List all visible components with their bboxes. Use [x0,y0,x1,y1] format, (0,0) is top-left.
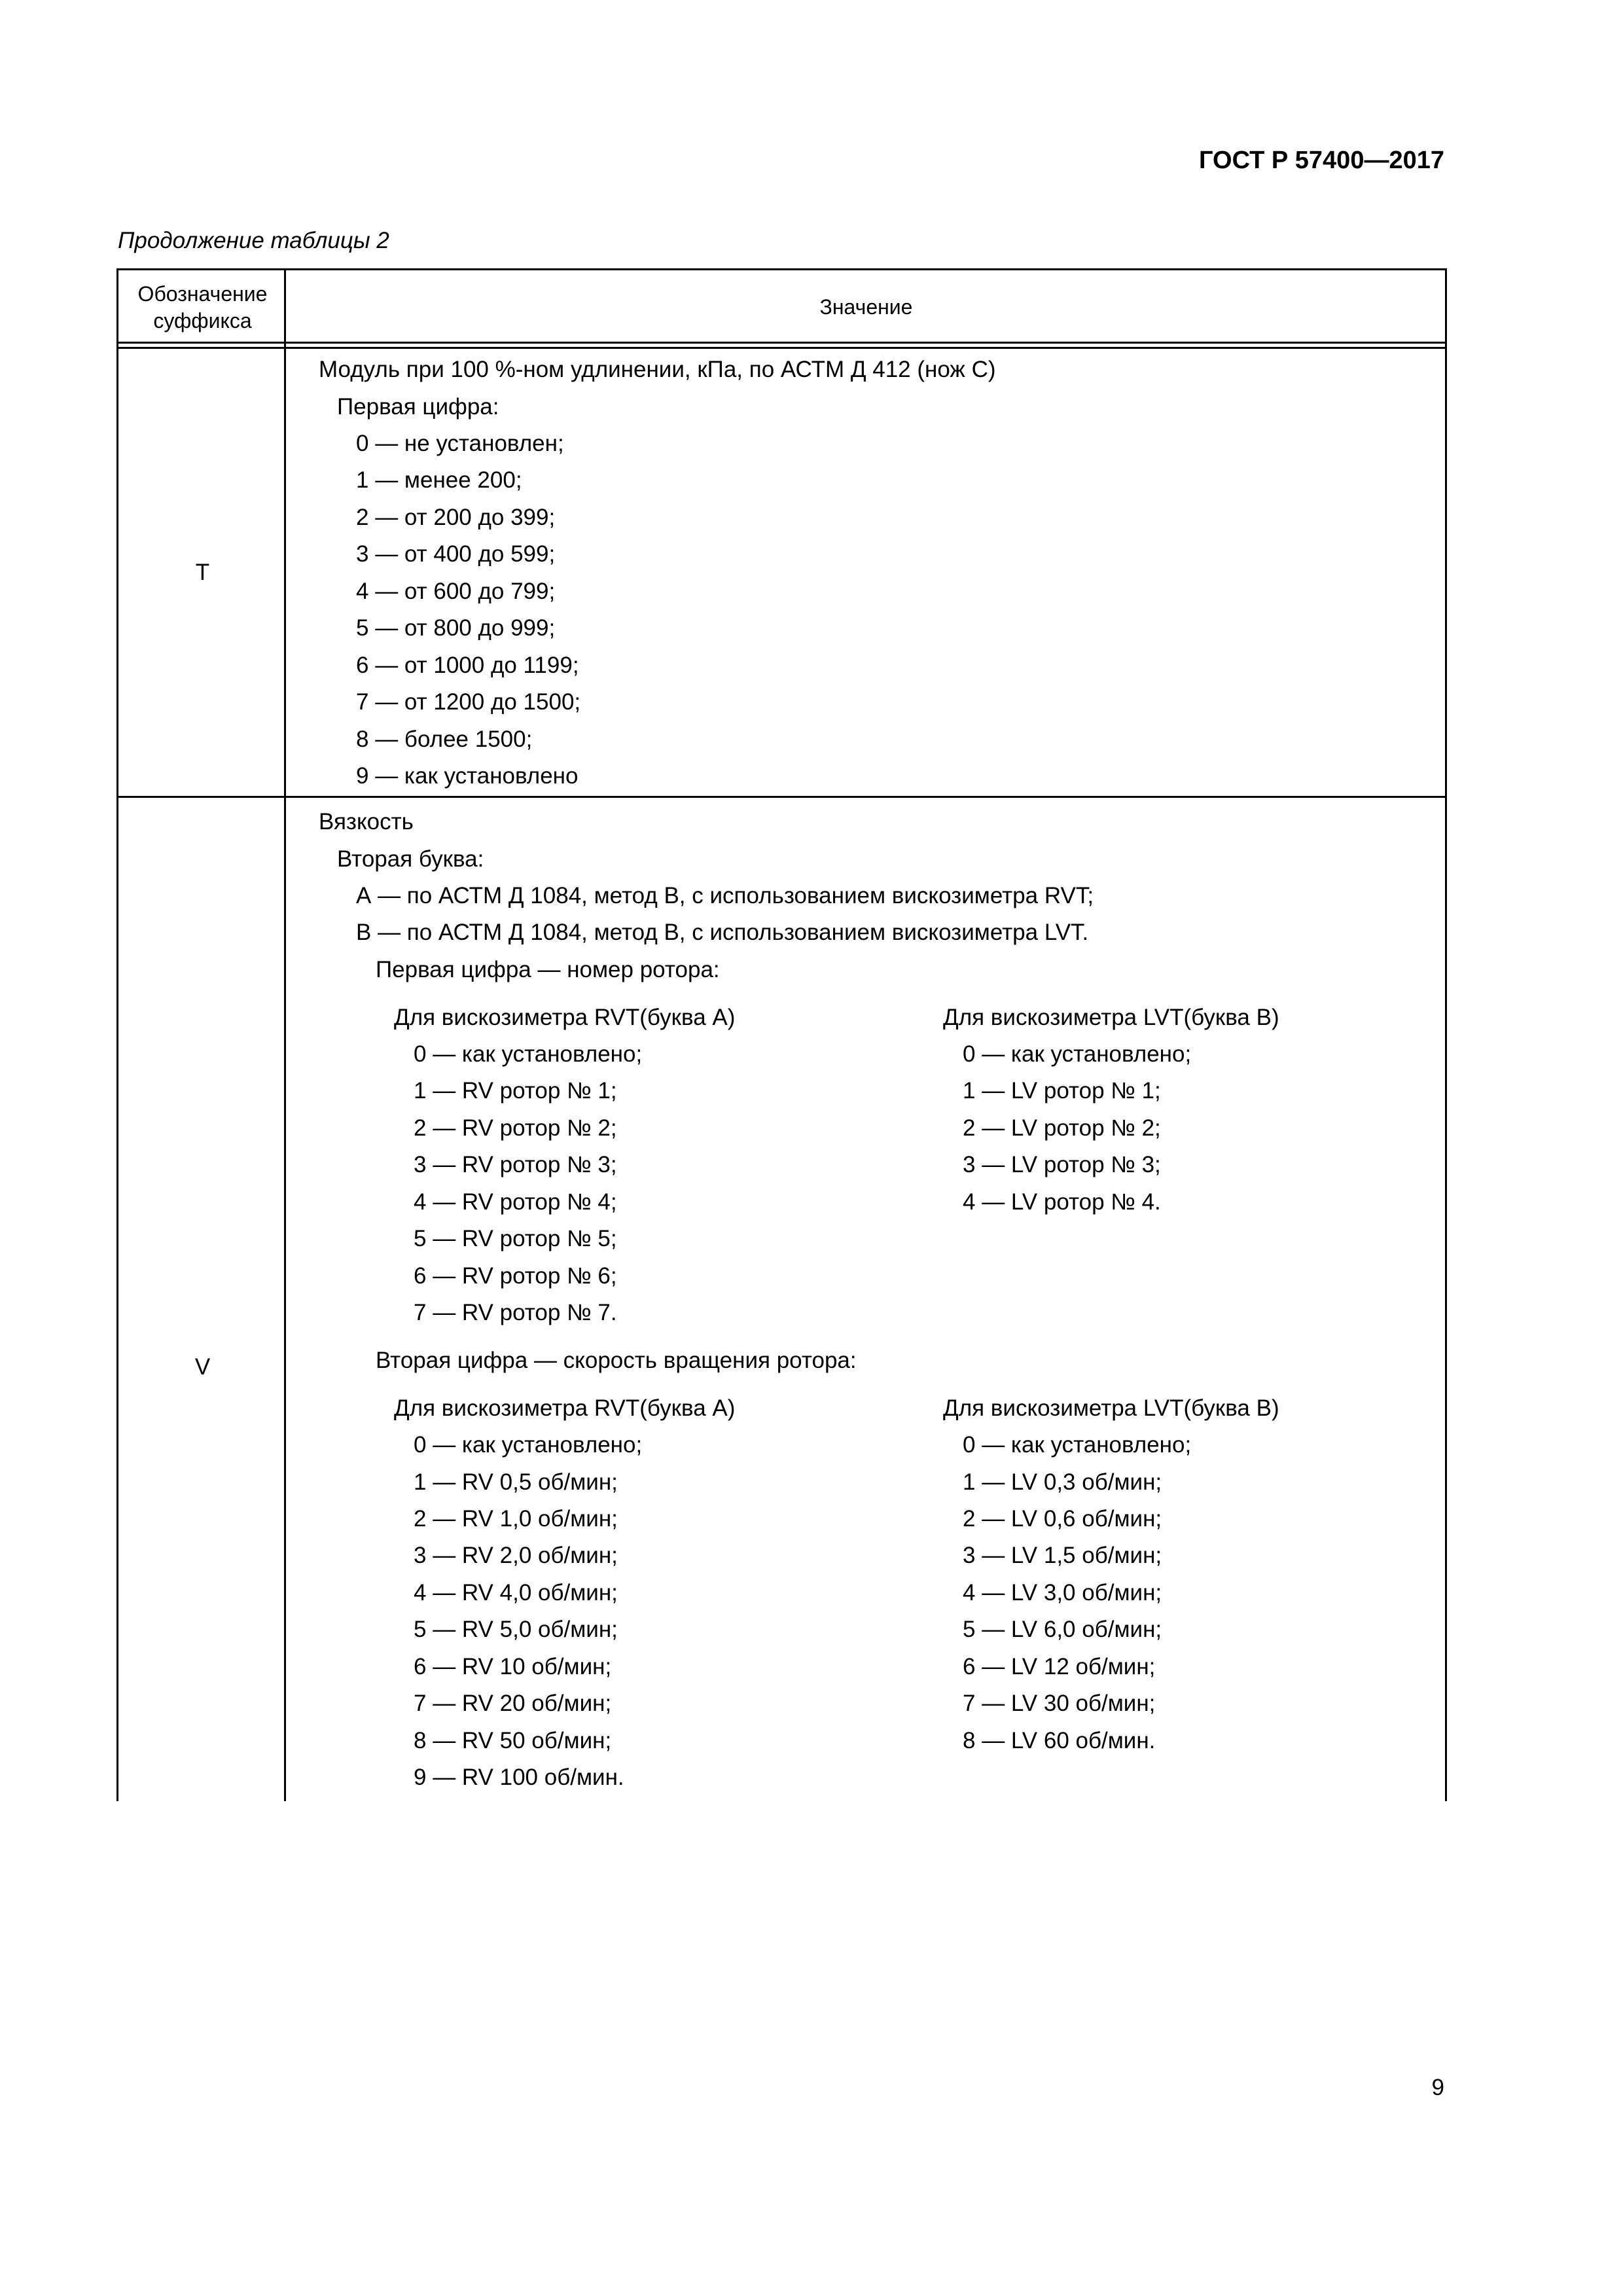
speed-lvt-heading: Для вискозиметра LVT(буква В) [943,1395,1279,1421]
list-item: 3 — от 400 до 599; [356,541,556,567]
list-item: 1 — менее 200; [356,467,522,493]
second-letter-label: Вторая буква: [337,846,484,872]
suffix-cell-t: T [195,560,210,585]
rotor-rvt-item: 4 — RV ротор № 4; [414,1189,617,1215]
second-digit-label: Вторая цифра — скорость вращения ротора: [376,1348,857,1373]
rotor-rvt-item: 0 — как установлено; [414,1041,643,1067]
rotor-lvt-item: 4 — LV ротор № 4. [963,1189,1161,1215]
speed-lvt-item: 4 — LV 3,0 об/мин; [963,1580,1162,1605]
rotor-rvt-item: 3 — RV ротор № 3; [414,1152,617,1177]
speed-rvt-item: 6 — RV 10 об/мин; [414,1654,612,1679]
speed-rvt-heading: Для вискозиметра RVT(буква А) [394,1395,736,1421]
column-header-value-text: Значение [819,295,913,319]
list-item: 2 — от 200 до 399; [356,505,556,530]
speed-lvt-item: 8 — LV 60 об/мин. [963,1728,1156,1753]
document-code: ГОСТ Р 57400—2017 [1199,147,1444,174]
speed-rvt-item: 3 — RV 2,0 об/мин; [414,1543,618,1568]
rotor-rvt-item: 6 — RV ротор № 6; [414,1263,617,1289]
speed-rvt-item: 2 — RV 1,0 об/мин; [414,1506,618,1532]
rotor-rvt-item: 5 — RV ротор № 5; [414,1226,617,1251]
header-divider [116,347,1446,349]
rotor-lvt-item: 3 — LV ротор № 3; [963,1152,1161,1177]
table-caption: Продолжение таблицы 2 [118,228,389,253]
speed-rvt-item: 5 — RV 5,0 об/мин; [414,1617,618,1642]
row-v-title: Вязкость [319,809,414,834]
list-item: 4 — от 600 до 799; [356,579,556,604]
table-border-right [1445,268,1447,1801]
rotor-rvt-item: 7 — RV ротор № 7. [414,1300,617,1325]
letter-item: А — по АСТМ Д 1084, метод В, с использованием вискозиметра RVT; [356,883,1094,908]
rotor-rvt-heading: Для вискозиметра RVT(буква А) [394,1005,736,1030]
row-t-title: Модуль при 100 %-ном удлинении, кПа, по АСТМ Д 412 (нож С) [319,357,996,382]
speed-rvt-item: 1 — RV 0,5 об/мин; [414,1469,618,1495]
speed-rvt-item: 0 — как установлено; [414,1432,643,1458]
first-digit-label: Первая цифра — номер ротора: [376,957,720,982]
column-header-suffix-line2: суффикса [153,308,252,332]
speed-lvt-item: 5 — LV 6,0 об/мин; [963,1617,1162,1642]
column-divider [284,268,286,1801]
speed-lvt-item: 0 — как установлено; [963,1432,1192,1458]
rotor-lvt-item: 0 — как установлено; [963,1041,1192,1067]
speed-rvt-item: 7 — RV 20 об/мин; [414,1691,612,1716]
speed-lvt-item: 2 — LV 0,6 об/мин; [963,1506,1162,1532]
page-number: 9 [1431,2075,1444,2100]
speed-lvt-item: 1 — LV 0,3 об/мин; [963,1469,1162,1495]
rotor-lvt-heading: Для вискозиметра LVT(буква В) [943,1005,1279,1030]
speed-rvt-item: 9 — RV 100 об/мин. [414,1765,624,1790]
rotor-rvt-item: 1 — RV ротор № 1; [414,1078,617,1103]
column-header-value [288,270,1444,345]
letter-item: В — по АСТМ Д 1084, метод В, с использованием вискозиметра LVT. [356,920,1089,945]
speed-lvt-item: 7 — LV 30 об/мин; [963,1691,1156,1716]
row-t-subtitle: Первая цифра: [337,394,499,420]
speed-rvt-item: 4 — RV 4,0 об/мин; [414,1580,618,1605]
table-border-left [116,268,118,1801]
speed-lvt-item: 3 — LV 1,5 об/мин; [963,1543,1162,1568]
rotor-lvt-item: 2 — LV ротор № 2; [963,1115,1161,1141]
suffix-cell-v: V [194,1354,211,1380]
list-item: 9 — как установлено [356,763,579,789]
column-header-suffix-line1: Обозначение [137,281,268,306]
list-item: 0 — не установлен; [356,431,564,456]
rotor-rvt-item: 2 — RV ротор № 2; [414,1115,617,1141]
list-item: 8 — более 1500; [356,726,533,752]
speed-lvt-item: 6 — LV 12 об/мин; [963,1654,1156,1679]
list-item: 6 — от 1000 до 1199; [356,653,579,678]
list-item: 5 — от 800 до 999; [356,615,556,641]
list-item: 7 — от 1200 до 1500; [356,689,581,715]
rotor-lvt-item: 1 — LV ротор № 1; [963,1078,1161,1103]
speed-rvt-item: 8 — RV 50 об/мин; [414,1728,612,1753]
column-header-suffix [118,270,287,345]
row-divider [116,796,1446,798]
